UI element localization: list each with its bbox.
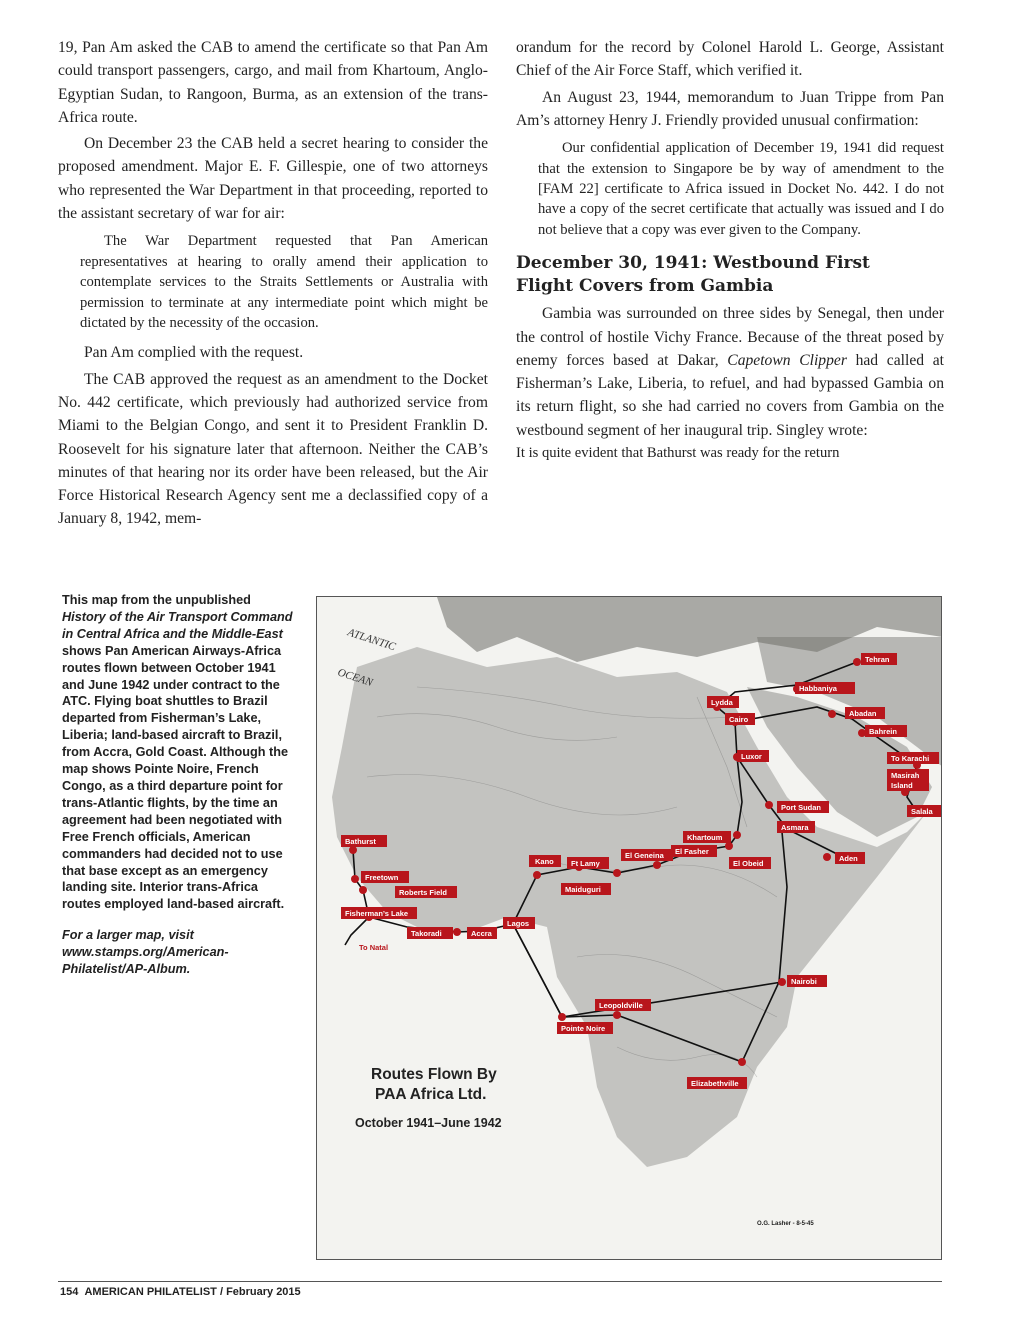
section-heading: [516, 252, 944, 298]
caption-link[interactable]: Philatelist/AP-Album.: [62, 962, 191, 977]
caption-more-info: [62, 927, 296, 978]
map-title: Routes Flown By: [371, 1066, 497, 1083]
stop-marker: [613, 1011, 621, 1019]
stop-marker: [828, 710, 836, 718]
paragraph: The CAB approved the request as an amendment to the Docket No. 442 certificate, which previously had authorized service from Miami to the Belgian Congo, and sent it to President Franklin D. Roosevelt for his signature later that afternoon. Neither the CAB’s minutes of that hearing nor its order have been released, but the Air Force Historical Research Agency sent me a declassified copy of a January 8, 1942, mem-: [58, 370, 488, 528]
quote-text: Our confidential application of December 19, 1941 did request that the extension to Singapore be by way of amendment to the [FAM 22] certificate to Africa issued in Docket No. 442. I do not have a copy of the secret certificate that actually was issued and I do not believe that a copy was ever given to the Company.: [538, 140, 944, 238]
stop-marker: [823, 853, 831, 861]
stop-marker: [558, 1013, 566, 1021]
stop-marker: [733, 831, 741, 839]
label-kano: Kano: [535, 857, 554, 866]
label-port-sudan: Port Sudan: [781, 803, 822, 812]
label-el-geneina: El Geneina: [625, 851, 664, 860]
stop-marker: [765, 801, 773, 809]
label-maiduguri: Maiduguri: [565, 885, 601, 894]
paragraph: An August 23, 1944, memorandum to Juan Trippe from Pan Am’s attorney Henry J. Friendly provided unusual confirmation:: [516, 88, 944, 129]
caption-link[interactable]: www.stamps.org/American-: [62, 945, 229, 960]
label-abadan: Abadan: [849, 709, 877, 718]
label-pointe-noire: Pointe Noire: [561, 1024, 606, 1033]
label-bathurst: Bathurst: [345, 837, 376, 846]
paragraph: On December 23 the CAB held a secret hearing to consider the proposed amendment. Major E. F. Gillespie, one of two attorneys who represented the War Department in that proceeding, reported to the assistant secretary of war for air:: [58, 135, 488, 223]
stop-marker: [653, 861, 661, 869]
map-caption: [62, 592, 296, 978]
label-el-obeid: El Obeid: [733, 859, 764, 868]
stop-marker: [858, 729, 866, 737]
text-run: Gambia was surrounded on three sides by Senegal, then under the control of hostile Vichy France. Because of the threat posed by enemy forces based at Dakar,: [516, 305, 944, 369]
label-el-fasher: El Fasher: [675, 847, 709, 856]
route-to-natal: [345, 917, 369, 945]
paragraph: orandum for the record by Colonel Harold L. George, Assistant Chief of the Air Force Staff, which verified it.: [516, 39, 944, 80]
label-asmara: Asmara: [781, 823, 809, 832]
stop-marker: [453, 928, 461, 936]
stop-marker: [778, 978, 786, 986]
stop-marker: [853, 658, 861, 666]
heading-line: December 30, 1941: Westbound First: [516, 253, 870, 274]
label-lydda: Lydda: [711, 698, 733, 707]
block-quote: [80, 231, 488, 333]
quote-start: It is quite evident that Bathurst was ready for the return: [516, 445, 840, 461]
page-number: 154: [60, 1286, 79, 1298]
caption-more-line: For a larger map, visit: [62, 928, 194, 943]
article-left-column: [58, 36, 488, 531]
page-footer: [60, 1286, 301, 1298]
stop-marker: [359, 886, 367, 894]
label-accra: Accra: [471, 929, 492, 938]
magazine-name: AMERICAN PHILATELIST /: [84, 1286, 227, 1298]
label-nairobi: Nairobi: [791, 977, 817, 986]
stop-marker: [738, 1058, 746, 1066]
label-tehran: Tehran: [865, 655, 890, 664]
stop-marker: [725, 842, 733, 850]
stop-marker: [613, 869, 621, 877]
caption-intro: This map from the unpublished: [62, 593, 251, 607]
label-takoradi: Takoradi: [411, 929, 442, 938]
label-ft-lamy: Ft Lamy: [571, 859, 600, 868]
label-khartoum: Khartoum: [687, 833, 723, 842]
label-elizabethville: Elizabethville: [691, 1079, 739, 1088]
label-habbaniya: Habbaniya: [799, 684, 837, 693]
label-freetown: Freetown: [365, 873, 399, 882]
label-to-natal: To Natal: [359, 943, 389, 952]
label-cairo: Cairo: [729, 715, 749, 724]
ship-name: Capetown Clipper: [727, 351, 847, 369]
map-title: PAA Africa Ltd.: [375, 1086, 487, 1103]
text-run: had called at Fisherman’s Lake, Liberia, to refuel, and had bypassed Gambia on its return flight, so she had carried no covers from Gambia on the westbound segment of her inaugural trip. Singley wrote:: [516, 351, 944, 439]
label-roberts-field: Roberts Field: [399, 888, 447, 897]
label-luxor: Luxor: [741, 752, 762, 761]
route-map-svg: [317, 597, 942, 1260]
issue-date: February 2015: [226, 1286, 301, 1298]
quote-text: The War Department requested that Pan American representatives at hearing to orally amend their application to contemplate services to the Straits Settlements or Australia with permission to terminate at any intermediate point which might be dictated by the necessity of the occasion.: [80, 233, 488, 331]
label-to-karachi: To Karachi: [891, 754, 930, 763]
map-signature: O.G. Lasher - 8-5-45: [757, 1221, 814, 1227]
label-masirah: Island: [891, 781, 913, 790]
caption-source-title: History of the Air Transport Command in Central Africa and the Middle-East: [62, 609, 293, 641]
label-fishermans-lake: Fisherman’s Lake: [345, 909, 409, 918]
article-right-column: [516, 36, 944, 465]
stop-marker: [351, 875, 359, 883]
paragraph: [516, 302, 944, 442]
ocean-label: ATLANTIC: [346, 626, 398, 654]
heading-line: Flight Covers from Gambia: [516, 276, 774, 297]
stop-marker: [533, 871, 541, 879]
paragraph: 19, Pan Am asked the CAB to amend the certificate so that Pan Am could transport passengers, cargo, and mail from Khartoum, Anglo-Egyptian Sudan, to Rangoon, Burma, as an extension of the trans-Africa route.: [58, 39, 488, 126]
footer-rule: [58, 1281, 942, 1282]
ocean-label: OCEAN: [336, 666, 375, 689]
caption-body: shows Pan American Airways-Africa routes flown between October 1941 and June 1942 under contract to the ATC. Flying boat shuttles to Brazil departed from Fisherman’s Lake, Liberia; land-based aircraft to Brazil, from Accra, Gold Coast. Although the map shows Pointe Noire, French Congo, as a third departure point for trans-Atlantic flights, by the time an agreement had been negotiated with Free French officials, American commanders had decided not to use that base except as an emergency landing site. Interior trans-Africa routes employed land-based aircraft.: [62, 643, 289, 912]
map-subtitle: October 1941–June 1942: [355, 1116, 502, 1130]
route-map: [316, 596, 942, 1260]
label-masirah: Masirah: [891, 771, 920, 780]
label-leopoldville: Leopoldville: [599, 1001, 643, 1010]
block-quote: [538, 138, 944, 240]
label-bahrein: Bahrein: [869, 727, 897, 736]
stop-marker: [349, 846, 357, 854]
label-lagos: Lagos: [507, 919, 530, 928]
label-aden: Aden: [839, 854, 858, 863]
paragraph: Pan Am complied with the request.: [84, 344, 304, 362]
label-salala: Salala: [911, 807, 933, 816]
